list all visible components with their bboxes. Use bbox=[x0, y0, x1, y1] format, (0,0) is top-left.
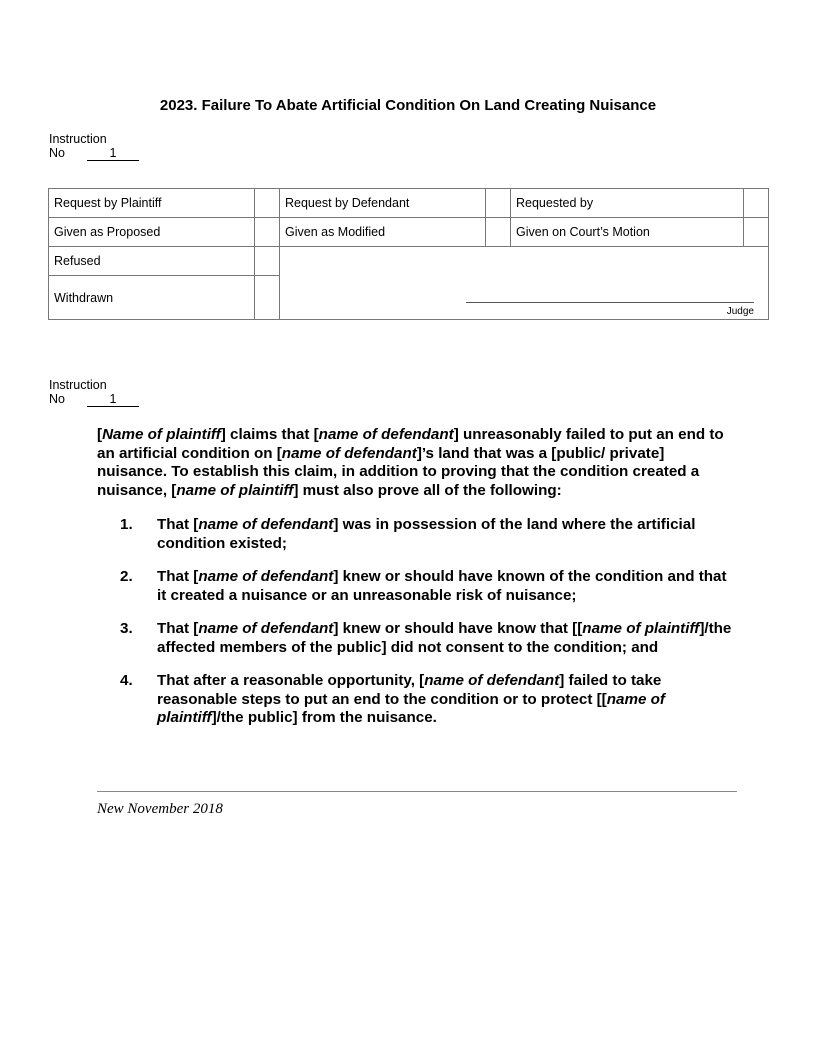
request-by-plaintiff-label: Request by Plaintiff bbox=[49, 189, 255, 218]
list-item: 1. That [name of defendant] was in possession of the land where the artificial condition existed; bbox=[120, 516, 696, 552]
instruction-number-field[interactable]: 1 bbox=[87, 393, 139, 407]
refused-checkbox[interactable] bbox=[255, 247, 280, 276]
no-label: No bbox=[49, 146, 65, 160]
list-item: 3. That [name of defendant] knew or should have know that [[name of plaintiff]/the affected members of the public] did not consent to the condition; and bbox=[120, 620, 732, 656]
instruction-number-field[interactable]: 1 bbox=[87, 147, 139, 161]
judge-label: Judge bbox=[726, 306, 754, 317]
page-title: 2023. Failure To Abate Artificial Condition On Land Creating Nuisance bbox=[159, 97, 657, 114]
given-on-courts-motion-checkbox[interactable] bbox=[744, 218, 769, 247]
withdrawn-checkbox[interactable] bbox=[255, 276, 280, 320]
list-item: 2. That [name of defendant] knew or should have known of the condition and that it created a nuisance or an unreasonable risk of nuisance; bbox=[120, 568, 727, 604]
instruction-number-top bbox=[49, 132, 139, 161]
no-label: No bbox=[49, 392, 65, 406]
judge-signature-area[interactable] bbox=[280, 247, 769, 320]
instruction-number-bottom bbox=[49, 378, 139, 407]
requested-by-checkbox[interactable] bbox=[744, 189, 769, 218]
instruction-label: Instruction bbox=[49, 132, 107, 146]
given-as-proposed-checkbox[interactable] bbox=[255, 218, 280, 247]
requested-by-label: Requested by bbox=[511, 189, 744, 218]
request-by-plaintiff-checkbox[interactable] bbox=[255, 189, 280, 218]
element-list bbox=[97, 516, 737, 728]
given-as-modified-checkbox[interactable] bbox=[486, 218, 511, 247]
request-by-defendant-label: Request by Defendant bbox=[280, 189, 486, 218]
withdrawn-label: Withdrawn bbox=[49, 276, 255, 320]
divider bbox=[97, 791, 737, 792]
given-on-courts-motion-label: Given on Court’s Motion bbox=[511, 218, 744, 247]
refused-label: Refused bbox=[49, 247, 255, 276]
judge-signature-line bbox=[466, 302, 754, 303]
instruction-label: Instruction bbox=[49, 378, 107, 392]
list-item: 4. That after a reasonable opportunity, [name of defendant] failed to take reasonable steps to put an end to the condition or to protect [[name of plaintiff]/the public] from the nuisance. bbox=[120, 672, 665, 726]
request-by-defendant-checkbox[interactable] bbox=[486, 189, 511, 218]
instruction-body bbox=[97, 426, 737, 743]
given-as-modified-label: Given as Modified bbox=[280, 218, 486, 247]
request-table bbox=[48, 188, 769, 320]
revision-note: New November 2018 bbox=[97, 801, 223, 817]
intro-paragraph: [Name of plaintiff] claims that [name of defendant] unreasonably failed to put an end to an artificial condition on [name of defendant]’s land that was a [public/ private] nuisance. To establish this claim, in addition to proving that the condition created a nuisance, [name of plaintiff] must also prove all of the following: bbox=[97, 426, 724, 499]
given-as-proposed-label: Given as Proposed bbox=[49, 218, 255, 247]
